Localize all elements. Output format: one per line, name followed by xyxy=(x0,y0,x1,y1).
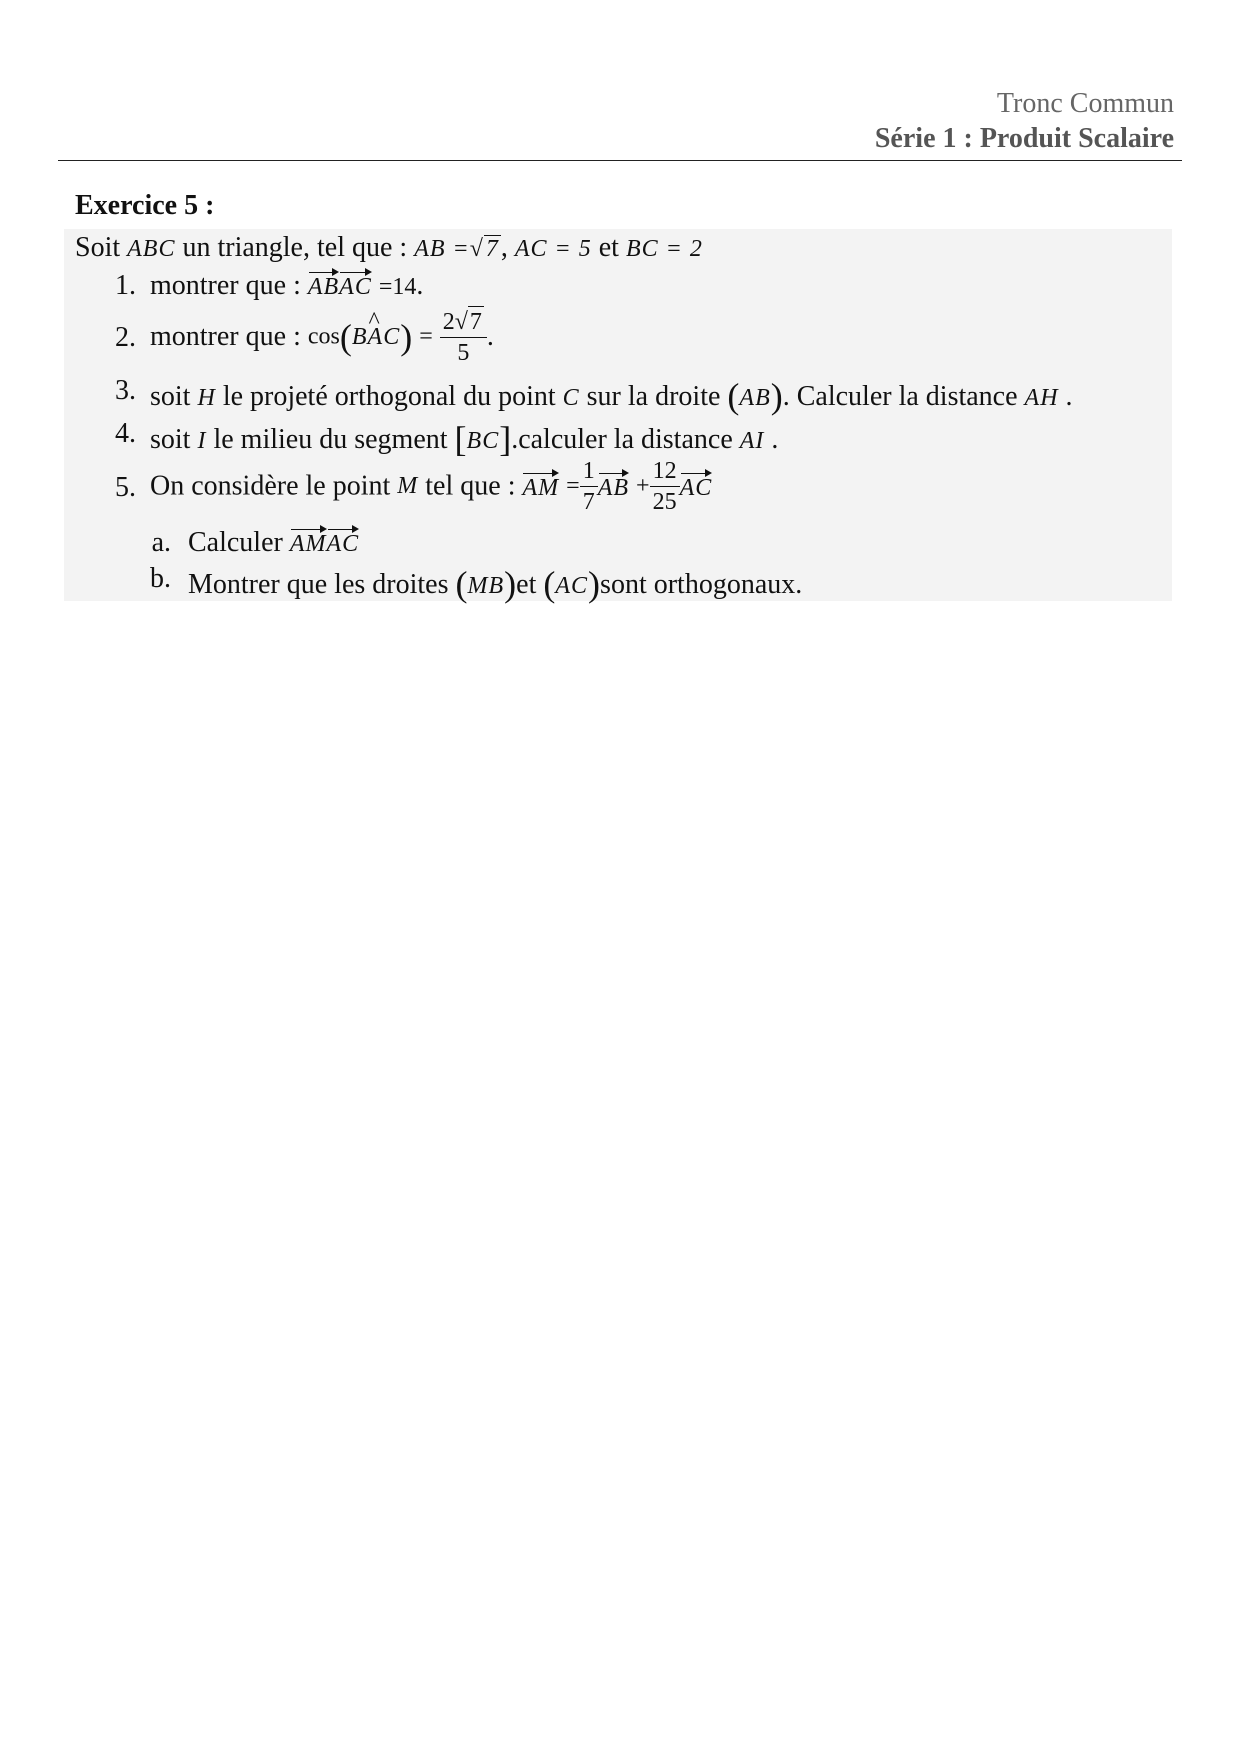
segment-bc: BC xyxy=(466,428,500,454)
item-2: montrer que : cos(B^ AC) = $\frac{2√7}{5}$ . xyxy=(150,306,494,368)
page-header xyxy=(875,86,1174,156)
subitem-letter: b. xyxy=(150,563,171,594)
header-divider xyxy=(58,160,1182,161)
vector-ac: AC xyxy=(339,270,372,301)
fraction-12-25: $\frac{12}{25}$ xyxy=(650,456,680,517)
item-4: soit I le milieu du segment [BC].calculer la distance AI . xyxy=(150,419,779,459)
vector-ac: AC xyxy=(680,471,713,502)
exercise-title: Exercice 5 : xyxy=(75,190,215,221)
line-ac: AC xyxy=(555,573,589,599)
subitem-a: Calculer AMAC xyxy=(188,527,360,558)
subitem-letter: a. xyxy=(151,527,171,558)
series-title: Série 1 : Produit Scalaire xyxy=(874,123,1174,154)
item-number: 4. xyxy=(115,418,136,449)
subitem-b: Montrer que les droites (MB)et (AC)sont orthogonaux. xyxy=(188,564,803,604)
vector-ac: AC xyxy=(327,527,360,558)
bc-length: BC = 2 xyxy=(625,236,703,262)
line-mb: MB xyxy=(467,573,505,599)
item-number: 1. xyxy=(115,270,136,301)
fraction-cos: $\frac{2√7}{5}$ xyxy=(440,306,487,368)
vector-ab: AB xyxy=(598,471,629,502)
item-3: soit H le projeté orthogonal du point C sur la droite (AB). Calculer la distance AH . xyxy=(150,376,1073,416)
item-number: 5. xyxy=(115,472,136,503)
exercise-intro: Soit ABC un triangle, tel que : AB =√7, AC = 5 et BC = 2 xyxy=(75,232,703,263)
angle-bac: B^ AC xyxy=(352,324,400,350)
item-number: 2. xyxy=(115,322,136,353)
course-name: Tronc Commun xyxy=(996,88,1174,119)
item-5: On considère le point M tel que : AM = $\frac{1}{7}$ AB + $\frac{12}{25}$ AC xyxy=(150,458,713,515)
triangle-name: ABC xyxy=(127,236,176,262)
item-1: montrer que : ABAC =14. xyxy=(150,270,424,301)
vector-am: AM xyxy=(522,471,559,502)
vector-am: AM xyxy=(290,527,327,558)
item-number: 3. xyxy=(115,375,136,406)
ab-length: AB =√7 xyxy=(414,236,499,262)
vector-ab: AB xyxy=(308,270,339,301)
ac-length: AC = 5 xyxy=(514,236,592,262)
fraction-1-7: $\frac{1}{7}$ xyxy=(580,456,598,517)
line-ab: AB xyxy=(739,385,771,411)
